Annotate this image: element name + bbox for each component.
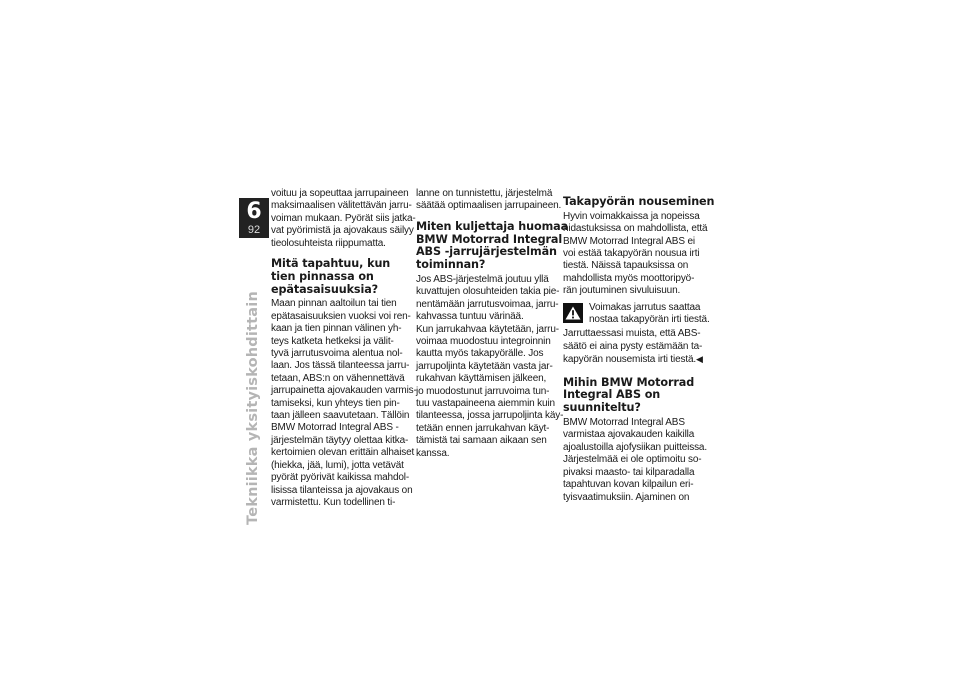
text-line: pyörät pyörivät kaikissa mahdol-	[271, 472, 410, 484]
page-number: 92	[247, 224, 261, 236]
heading-line: toiminnan?	[416, 258, 486, 272]
heading-line: tien pinnassa on	[271, 269, 374, 283]
text-line: epätasaisuuksien vuoksi voi ren-	[271, 310, 411, 322]
text-line: Maan pinnan aaltoilun tai tien	[271, 298, 397, 310]
text-line: kertoimien olevan erittäin alhaiset	[271, 447, 415, 459]
text-line: tuu vastapaineena aiemmin kuin	[416, 398, 555, 410]
text-line: jarrupoljinta käytetään vasta jar-	[416, 360, 553, 372]
text-line: BMW Motorrad Integral ABS ei	[563, 235, 695, 247]
heading-line: Takapyörän nouseminen	[563, 195, 715, 208]
text-line: voi estää takapyörän nousua irti	[563, 248, 700, 260]
text-column-3	[563, 188, 715, 512]
text-line: kaan ja tien pinnan välinen yh-	[271, 323, 402, 335]
text-line: rukahvan käyttämisen jälkeen,	[416, 373, 547, 385]
text-line: Jos ABS-järjestelmä joutuu yllä	[416, 274, 549, 285]
text-line: Järjestelmää ei ole optimoitu so-	[563, 454, 702, 466]
col1-body-paragraph	[271, 298, 417, 509]
text-line: BMW Motorrad Integral ABS -	[271, 422, 399, 434]
text-line: taan jälleen saavutetaan. Tällöin	[271, 410, 410, 422]
text-line: mahdollista myös moottoripyö-	[563, 272, 695, 284]
text-line: Jarruttaessasi muista, että ABS-	[563, 328, 701, 340]
end-of-section-marker: ◀	[696, 354, 703, 365]
text-line: kanssa.	[416, 447, 450, 459]
heading-line: ABS -jarrujärjestelmän	[416, 245, 557, 259]
text-line: jo muodostunut jarruvoima tun-	[416, 385, 550, 397]
text-line: (hiekka, jää, lumi), jotta vetävät	[271, 459, 404, 471]
text-line: säätö ei aina pysty estämään ta-	[563, 340, 703, 352]
col1-intro-paragraph	[271, 188, 416, 250]
section-title-vertical: Tekniikka yksityiskohdittain	[245, 291, 261, 525]
text-line: ajoalustoilla ajofysiikan puitteissa.	[563, 441, 707, 453]
text-line	[563, 353, 703, 366]
text-line: tilanteessa, jossa jarrupoljinta käy-	[416, 410, 564, 422]
text-line: tämistä tai samaan aikaan sen	[416, 435, 547, 447]
heading-designed-for	[563, 377, 703, 415]
text-line: BMW Motorrad Integral ABS	[563, 417, 685, 429]
col3-body2-paragraph	[563, 417, 707, 504]
col3-body1-paragraph	[563, 210, 708, 298]
warning-text	[589, 302, 710, 327]
heading-line: BMW Motorrad Integral	[416, 232, 563, 246]
warning-note	[563, 301, 710, 327]
text-line: pivaksi maasto- tai kilparadalla	[563, 466, 695, 478]
heading-line: Integral ABS on	[563, 388, 661, 402]
text-line: tamiseksi, kun yhteys tien pin-	[271, 397, 400, 409]
text-line: tyisvaatimuksiin. Ajaminen on	[563, 491, 690, 503]
text-line: järjestelmän täytyy olettaa kitka-	[271, 434, 409, 446]
text-line: hidastuksissa on mahdollista, että	[563, 223, 708, 235]
text-line: lisissa tilanteissa ja ajovakaus on	[271, 484, 413, 496]
heading-uneven-surface	[271, 258, 411, 296]
heading-line: Mihin BMW Motorrad	[563, 375, 695, 389]
text-line: jarrupainetta ajovakauden varmis-	[271, 385, 417, 397]
text-line: vat pyörimistä ja ajovakaus säilyy	[271, 225, 414, 237]
col2-intro-paragraph	[416, 188, 562, 213]
text-line: Hyvin voimakkaissa ja nopeissa	[563, 210, 700, 222]
text-line: voituu ja sopeuttaa jarrupaineen	[271, 188, 409, 199]
text-line: tetaan, ABS:n on vähennettävä	[271, 372, 405, 384]
warning-icon	[563, 303, 583, 323]
text-line: tapahtuvan kovan kilpailun eri-	[563, 479, 694, 491]
text-line-content: kapyörän nousemista irti tiestä.	[563, 354, 697, 366]
text-line: kahvassa tuntuu värinää.	[416, 311, 524, 323]
heading-driver-notice	[416, 219, 569, 272]
chapter-tab	[239, 198, 269, 238]
text-line: Kun jarrukahvaa käytetään, jarru-	[416, 323, 559, 335]
col3-warning-continued	[563, 328, 703, 366]
text-line: tiestä. Näissä tapauksissa on	[563, 260, 689, 272]
text-line: nostaa takapyörän irti tiestä.	[589, 314, 710, 326]
text-line: Voimakas jarrutus saattaa	[589, 301, 701, 313]
text-line: lanne on tunnistettu, järjestelmä	[416, 188, 553, 199]
heading-line: Mitä tapahtuu, kun	[271, 257, 391, 271]
text-line: nentämään jarrutusvoimaa, jarru-	[416, 298, 559, 310]
text-line: maksimaalisen välitettävän jarru-	[271, 200, 412, 212]
text-line: voimaa muodostuu integroinnin	[416, 336, 551, 348]
text-line: kautta myös takapyörälle. Jos	[416, 348, 544, 360]
col2-body-paragraph	[416, 274, 564, 460]
text-line: teys katketa hetkeksi ja välit-	[271, 335, 394, 347]
text-column-1	[271, 188, 417, 517]
text-line: tyvä jarrutusvoima alentua nol-	[271, 348, 403, 360]
text-line: tetään ennen jarrukahvan käyt-	[416, 422, 550, 434]
heading-line: suunniteltu?	[563, 401, 641, 415]
text-line: kuvattujen olosuhteiden takia pie-	[416, 286, 560, 298]
text-line: varmistaa ajovakauden kaikilla	[563, 429, 695, 441]
text-line: voiman mukaan. Pyörät siis jatka-	[271, 212, 416, 224]
text-line: säätää optimaalisen jarrupaineen.	[416, 200, 562, 212]
heading-rear-wheel-lift	[563, 195, 715, 209]
text-line: varmistettu. Kun todellinen ti-	[271, 496, 396, 508]
heading-line: Miten kuljettaja huomaa	[416, 219, 569, 233]
text-line: tieolosuhteista riippumatta.	[271, 237, 386, 249]
heading-line: epätasaisuuksia?	[271, 282, 379, 296]
chapter-number: 6	[246, 199, 262, 224]
text-line: rän joutuminen sivuluisuun.	[563, 285, 681, 297]
text-line: laan. Jos tässä tilanteessa jarru-	[271, 360, 410, 372]
text-column-2	[416, 188, 569, 468]
